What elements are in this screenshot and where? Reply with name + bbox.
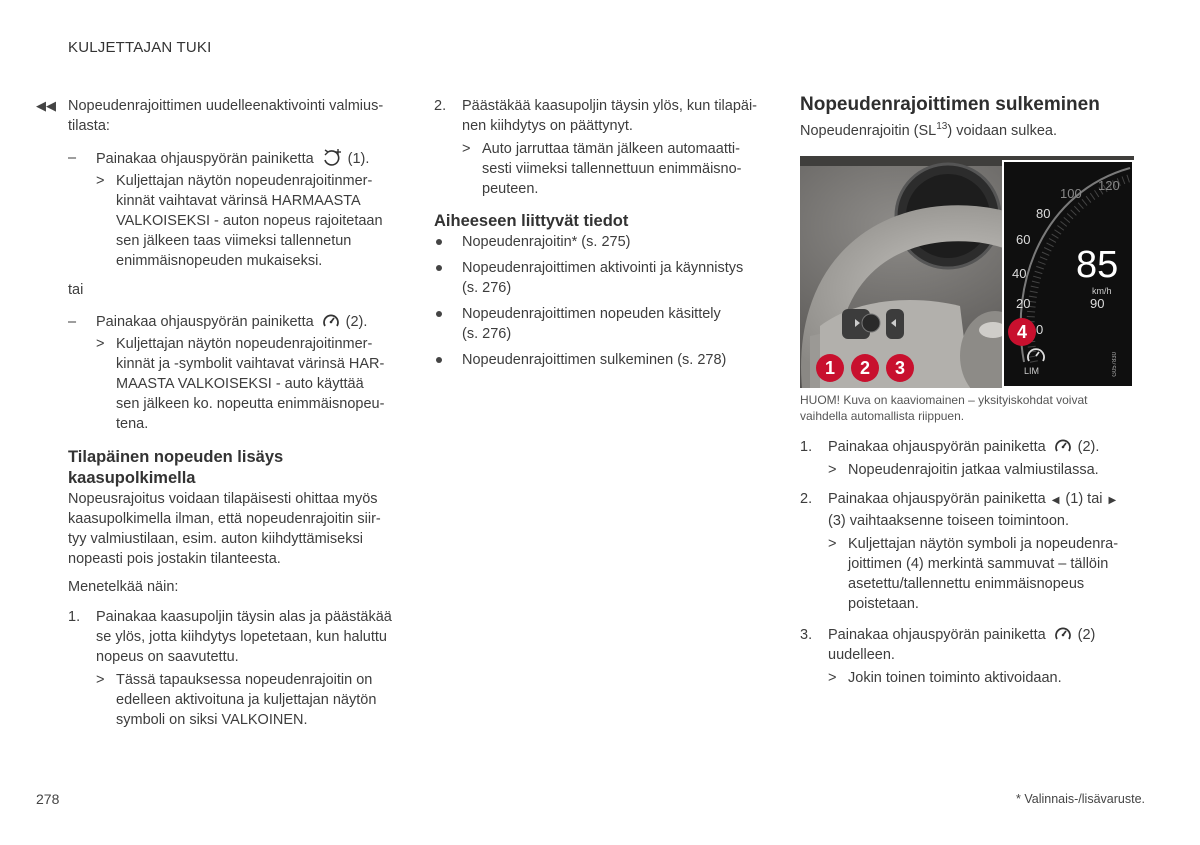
step-number: 2. — [434, 98, 447, 114]
subsection-paragraph — [68, 489, 406, 569]
related-item[interactable] — [434, 232, 774, 252]
result-marker: > — [828, 536, 837, 552]
result-line: joittimen (4) merkintä sammuvat – tällöin — [848, 556, 1109, 572]
footnote: * Valinnais-/lisävaruste. — [1016, 792, 1145, 806]
step-number: 1. — [68, 609, 81, 625]
scale-label: 100 — [1060, 186, 1082, 201]
bullet — [436, 311, 442, 317]
step-line: uudelleen. — [828, 647, 895, 663]
method-intro: Menetelkää näin: — [68, 579, 179, 595]
steering-wheel-illustration — [800, 156, 1134, 388]
figure-caption — [800, 392, 1087, 424]
step-1 — [800, 437, 1145, 480]
step-line: nopeus on saavutettu. — [96, 649, 239, 665]
bullet — [436, 265, 442, 271]
related-link[interactable]: (s. 276) — [462, 326, 512, 342]
step-line: Päästäkää kaasupoljin täysin ylös, kun tilapäi- — [462, 98, 757, 114]
scale-label: 20 — [1016, 296, 1031, 311]
paragraph-line: nopeasti pois jostakin tilanteesta. — [68, 551, 281, 567]
result-line: enimmäisnopeuden mukaiseksi. — [116, 253, 323, 269]
related-link[interactable]: Nopeudenrajoitin* (s. 275) — [462, 234, 631, 250]
small-speed: 85 — [937, 204, 952, 219]
result-line: sen jälkeen taas viimeksi tallennetun — [116, 233, 352, 249]
step-ref: (2). — [345, 314, 368, 330]
lim-label: LIM — [1024, 366, 1040, 376]
result-line: tena. — [116, 416, 149, 432]
result-marker: > — [828, 462, 837, 478]
heading-line: Tilapäinen nopeuden lisäys — [68, 448, 284, 466]
step-ref: (1). — [347, 151, 370, 167]
step-text: Painakaa ohjauspyörän painiketta — [96, 314, 314, 330]
speed-unit: km/h — [1092, 286, 1112, 296]
paragraph-line: kaasupolkimella ilman, että nopeudenrajoitin siir- — [68, 511, 381, 527]
result-line: edelleen aktivoituna ja kuljettajan näytön — [116, 692, 377, 708]
callout-2: 2 — [851, 354, 879, 382]
step-ref: (2). — [1077, 439, 1100, 455]
result-line: sesti viimeksi tallennettuun enimmäisno- — [482, 161, 742, 177]
step-3 — [800, 625, 1145, 688]
scale-label: 40 — [1012, 266, 1027, 281]
result-line: Nopeudenrajoitin jatkaa valmiustilassa. — [848, 462, 1099, 478]
step-line: Painakaa kaasupoljin täysin alas ja päästäkää — [96, 609, 392, 625]
step-2 — [434, 96, 774, 199]
speed-limiter-resume-icon — [322, 148, 342, 166]
step-line: se ylös, jotta kiihdytys lopetetaan, kun haluttu — [96, 629, 387, 645]
step-text: Painakaa ohjauspyörän painiketta — [828, 439, 1046, 455]
result-line: Kuljettajan näytön symboli ja nopeudenra- — [848, 536, 1119, 552]
section-heading: Nopeudenrajoittimen sulkeminen — [800, 94, 1100, 115]
result-marker: > — [96, 672, 105, 688]
driver-display-zoom — [1002, 160, 1134, 388]
scale-label: 0 — [1036, 322, 1044, 337]
or-text: tai — [68, 282, 84, 298]
result-line: peuteen. — [482, 181, 539, 197]
result-line: asetettu/tallennettu enimmäisnopeus — [848, 576, 1085, 592]
result-line: kinnät vaihtavat värinsä HARMAASTA — [116, 193, 361, 209]
related-item[interactable] — [434, 258, 774, 298]
step-line: nen kiihdytys on päättynyt. — [462, 118, 633, 134]
step-number: 1. — [800, 439, 813, 455]
step-b — [68, 312, 406, 434]
figure-code: G057830 — [1112, 352, 1118, 377]
speed-limiter-icon — [322, 313, 340, 329]
section-intro — [800, 121, 1057, 139]
result-marker: > — [96, 173, 105, 189]
section-header: KULJETTAJAN TUKI — [68, 39, 212, 56]
bullet — [436, 357, 442, 363]
step-2 — [800, 489, 1145, 614]
callout-3: 3 — [886, 354, 914, 382]
result-marker: > — [462, 141, 471, 157]
paragraph-line: tyy valmiustilaan, esim. auton kiihdyttämiseksi — [68, 531, 363, 547]
intro-text: Nopeudenrajoitin (SL — [800, 123, 937, 139]
set-speed: 90 — [1090, 296, 1105, 311]
callout-1: 1 — [816, 354, 844, 382]
result-line: Jokin toinen toiminto aktivoidaan. — [848, 670, 1062, 686]
result-marker: > — [96, 336, 105, 352]
step-number: 3. — [800, 627, 813, 643]
paragraph-line: Nopeusrajoitus voidaan tilapäisesti ohittaa myös — [68, 491, 378, 507]
result-line: kinnät ja -symbolit vaihtavat värinsä HAR- — [116, 356, 385, 372]
page-number: 278 — [36, 791, 60, 807]
double-left-arrow-icon[interactable]: ◀◀ — [36, 98, 56, 113]
related-item[interactable] — [434, 304, 774, 344]
speed-limiter-icon — [1054, 438, 1072, 454]
dash: – — [68, 314, 77, 330]
related-link[interactable]: Nopeudenrajoittimen nopeuden käsittely — [462, 306, 721, 322]
right-arrow-icon: ▶ — [1108, 495, 1117, 506]
left-arrow-icon: ◀ — [1051, 495, 1060, 506]
intro-line: tilasta: — [68, 118, 110, 134]
column-3-steps — [800, 437, 1145, 688]
step-text: Painakaa ohjauspyörän painiketta — [828, 627, 1046, 643]
related-link[interactable]: Nopeudenrajoittimen sulkeminen (s. 278) — [462, 352, 727, 368]
result-line: sen jälkeen ko. nopeutta enimmäisnopeu- — [116, 396, 385, 412]
footnote-ref: 13 — [936, 121, 948, 132]
step-text: (1) tai — [1065, 491, 1103, 507]
speed-limiter-icon — [1026, 346, 1046, 364]
step-line: (3) vaihtaaksenne toiseen toimintoon. — [828, 513, 1070, 529]
subsection-heading — [68, 447, 406, 489]
step-ref: (2) — [1077, 627, 1096, 643]
step-a — [68, 148, 406, 271]
result-marker: > — [828, 670, 837, 686]
heading-line: kaasupolkimella — [68, 469, 196, 487]
related-heading: Aiheeseen liittyvät tiedot — [434, 212, 629, 230]
related-link[interactable]: (s. 276) — [462, 280, 512, 296]
result-line: VALKOISEKSI - auton nopeus rajoitetaan — [116, 213, 383, 229]
column-2 — [434, 96, 774, 370]
result-line: Tässä tapauksessa nopeudenrajoitin on — [116, 672, 373, 688]
scale-label: 60 — [1016, 232, 1031, 247]
intro-text: ) voidaan sulkea. — [947, 123, 1057, 139]
speed-limiter-icon — [1054, 626, 1072, 642]
callout-4: 4 — [1008, 318, 1036, 346]
result-line: Kuljettajan näytön nopeudenrajoitinmer- — [116, 336, 373, 352]
scale-label: 120 — [1098, 178, 1120, 193]
step-text: Painakaa ohjauspyörän painiketta — [828, 491, 1046, 507]
result-line: symboli on siksi VALKOINEN. — [116, 712, 308, 728]
result-line: Auto jarruttaa tämän jälkeen automaatti- — [482, 141, 740, 157]
dash: – — [68, 150, 77, 166]
current-speed: 85 — [1076, 244, 1119, 286]
related-item[interactable] — [434, 350, 774, 370]
scale-label: 80 — [1036, 206, 1051, 221]
step-1 — [68, 607, 406, 730]
bullet — [436, 239, 442, 245]
result-line: poistetaan. — [848, 596, 919, 612]
result-line: Kuljettajan näytön nopeudenrajoitinmer- — [116, 173, 373, 189]
intro-line: Nopeudenrajoittimen uudelleenaktivointi valmius- — [68, 98, 384, 114]
column-1 — [36, 96, 406, 730]
result-line: MAASTA VALKOISEKSI - auto käyttää — [116, 376, 364, 392]
caption-line: vaihdella automallista riippuen. — [800, 409, 965, 423]
step-number: 2. — [800, 491, 813, 507]
caption-line: HUOM! Kuva on kaaviomainen – yksityiskohdat voivat — [800, 393, 1088, 407]
step-text: Painakaa ohjauspyörän painiketta — [96, 151, 314, 167]
related-link[interactable]: Nopeudenrajoittimen aktivointi ja käynnistys — [462, 260, 744, 276]
